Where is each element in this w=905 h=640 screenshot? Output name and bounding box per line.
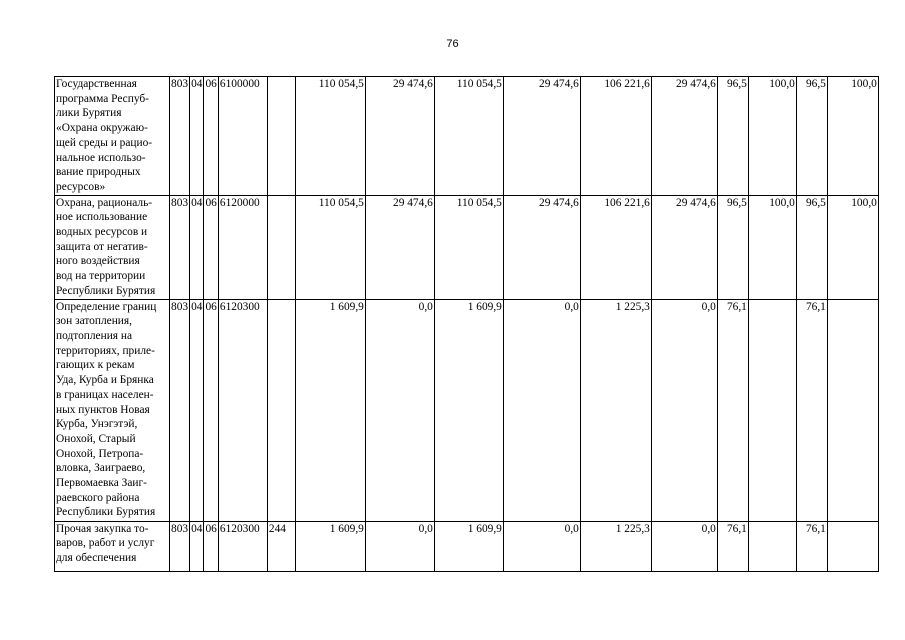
percent-cell: 100,0 (748, 195, 796, 299)
value-cell: 1 609,9 (295, 299, 365, 521)
value-cell: 110 054,5 (434, 195, 503, 299)
value-cell: 0,0 (651, 299, 717, 521)
vr-code-cell: 244 (267, 521, 295, 571)
vr-code-cell (267, 299, 295, 521)
value-cell: 0,0 (365, 521, 434, 571)
ved-code-cell: 803 (170, 77, 190, 196)
percent-cell: 76,1 (717, 299, 748, 521)
rz-code-cell: 04 (190, 195, 204, 299)
rz-code-cell: 04 (190, 521, 204, 571)
value-cell: 0,0 (503, 521, 580, 571)
value-cell: 29 474,6 (365, 195, 434, 299)
pr-code-cell: 06 (204, 195, 218, 299)
vr-code-cell (267, 77, 295, 196)
value-cell: 0,0 (651, 521, 717, 571)
percent-cell: 100,0 (827, 77, 878, 196)
table-row (55, 299, 879, 521)
page-number: 76 (446, 38, 459, 50)
percent-cell: 76,1 (796, 521, 827, 571)
percent-cell: 96,5 (717, 77, 748, 196)
csr-code-cell: 6100000 (218, 77, 267, 196)
value-cell: 29 474,6 (503, 77, 580, 196)
percent-cell (827, 299, 878, 521)
percent-cell (748, 299, 796, 521)
value-cell: 1 609,9 (434, 299, 503, 521)
value-cell: 29 474,6 (651, 77, 717, 196)
percent-cell: 96,5 (717, 195, 748, 299)
rz-code-cell: 04 (190, 77, 204, 196)
csr-code-cell: 6120000 (218, 195, 267, 299)
pr-code-cell: 06 (204, 77, 218, 196)
value-cell: 0,0 (365, 299, 434, 521)
table-row (55, 521, 879, 571)
ved-code-cell: 803 (170, 195, 190, 299)
value-cell: 29 474,6 (503, 195, 580, 299)
value-cell: 1 225,3 (580, 521, 651, 571)
percent-cell: 76,1 (796, 299, 827, 521)
value-cell: 110 054,5 (434, 77, 503, 196)
value-cell: 110 054,5 (295, 77, 365, 196)
ved-code-cell: 803 (170, 299, 190, 521)
vr-code-cell (267, 195, 295, 299)
percent-cell: 100,0 (748, 77, 796, 196)
value-cell: 110 054,5 (295, 195, 365, 299)
table-row (55, 195, 879, 299)
rz-code-cell: 04 (190, 299, 204, 521)
value-cell: 1 225,3 (580, 299, 651, 521)
row-name-cell: Государственная программа Респуб- лики Бурятия «Охрана окружаю- щей среды и рацио- нальное использо- вание природных ресурсов» (55, 77, 170, 196)
percent-cell (827, 521, 878, 571)
pr-code-cell: 06 (204, 521, 218, 571)
value-cell: 1 609,9 (434, 521, 503, 571)
value-cell: 29 474,6 (365, 77, 434, 196)
csr-code-cell: 6120300 (218, 521, 267, 571)
csr-code-cell: 6120300 (218, 299, 267, 521)
percent-cell: 76,1 (717, 521, 748, 571)
value-cell: 29 474,6 (651, 195, 717, 299)
percent-cell: 100,0 (827, 195, 878, 299)
value-cell: 1 609,9 (295, 521, 365, 571)
row-name-cell: Определение границ зон затопления, подтопления на территориях, приле- гающих к рекам Уда, Курба и Брянка в границах населен- ных пунктов Новая Курба, Унэгэтэй, Онохой, Старый Онохой, Петропа- вловка, Заиграево, Первомаевка Заиг- раевского района Республики Бурятия (55, 299, 170, 521)
value-cell: 0,0 (503, 299, 580, 521)
budget-table (54, 76, 879, 572)
row-name-cell: Прочая закупка то- варов, работ и услуг для обеспечения (55, 521, 170, 571)
percent-cell (748, 521, 796, 571)
value-cell: 106 221,6 (580, 195, 651, 299)
value-cell: 106 221,6 (580, 77, 651, 196)
percent-cell: 96,5 (796, 195, 827, 299)
ved-code-cell: 803 (170, 521, 190, 571)
pr-code-cell: 06 (204, 299, 218, 521)
percent-cell: 96,5 (796, 77, 827, 196)
row-name-cell: Охрана, рациональ- ное использование водных ресурсов и защита от негатив- ного воздействия вод на территории Республики Бурятия (55, 195, 170, 299)
table-row (55, 77, 879, 196)
